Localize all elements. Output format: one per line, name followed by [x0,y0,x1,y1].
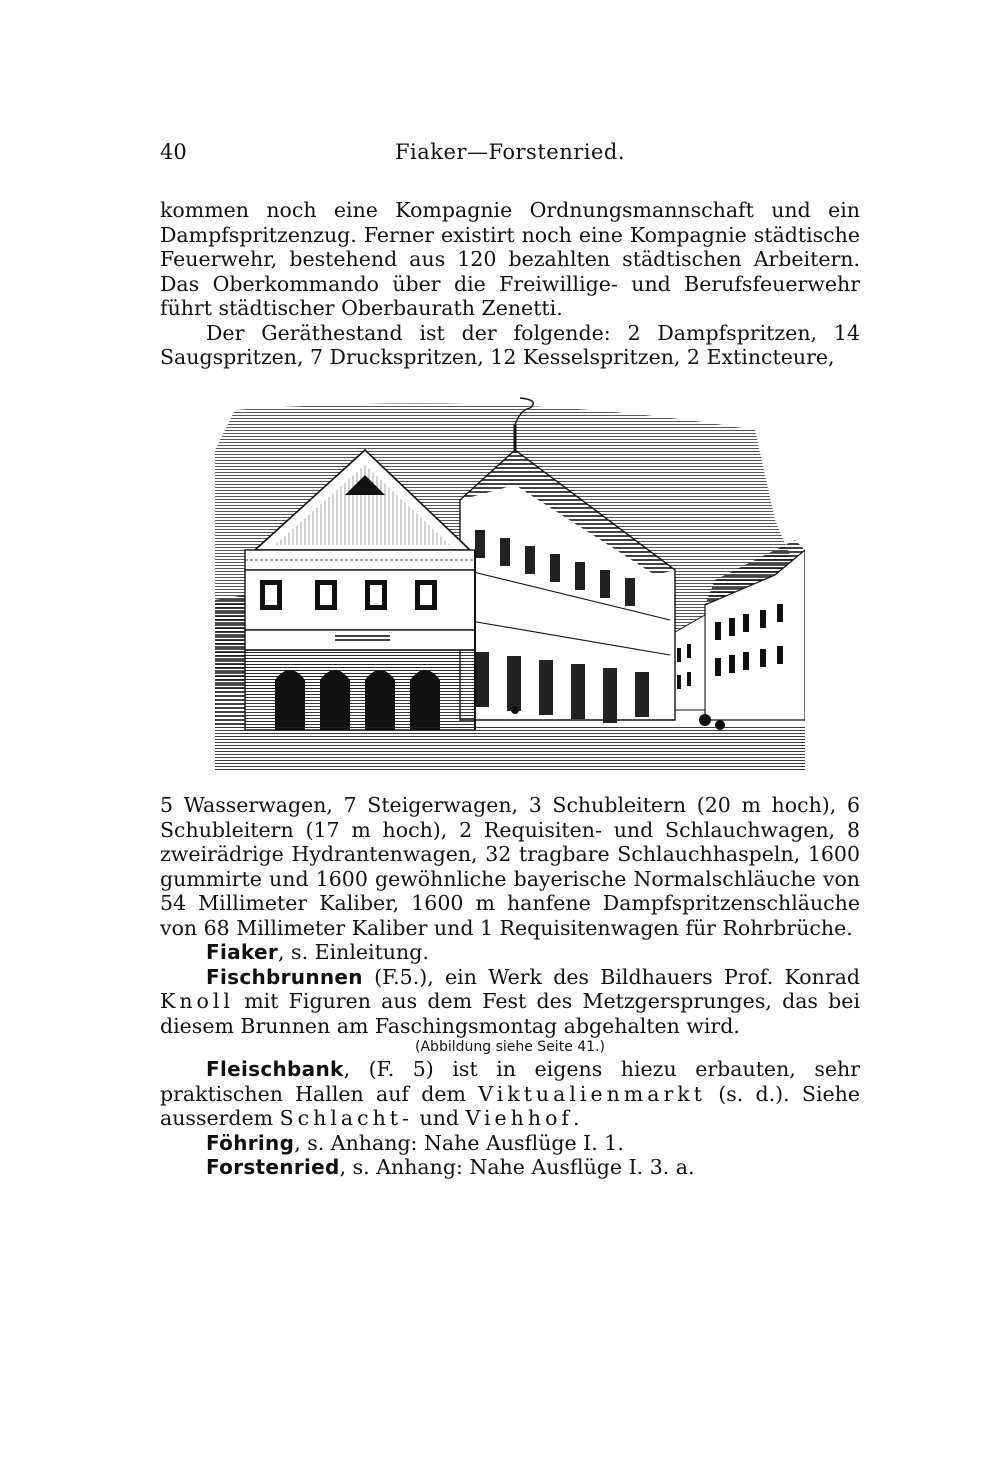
running-head [160,140,860,174]
cross-reference: Viehhof [465,1106,573,1130]
entry-fischbrunnen [160,965,860,1039]
illustration-reference: (Abbildung siehe Seite 41.) [415,1039,605,1055]
bottom-text-block [160,793,860,1180]
entry-fleischbank [160,1057,860,1131]
entry-text: , s. Anhang: Nahe Ausflüge I. 3. a. [339,1155,695,1179]
lemma: Fiaker [206,940,279,964]
running-title: Fiaker—Forstenried. [394,140,626,164]
paragraph-continuation: kommen noch eine Kompagnie Ordnungsmannschaft und ein Dampfspritzenzug. Ferner existirt noch eine Kompagnie städtische Feuerwehr, bestehend aus 120 bezahlten städtischen Arbeitern. Das Oberkommando über die Freiwillige- und Berufsfeuerwehr führt städtischer Oberbaurath Zenetti. [160,198,860,320]
entry-text: und [412,1106,466,1130]
lemma: Fischbrunnen [206,964,363,989]
entry-text: , (F. 5) ist in eigens hiezu erbauten, sehr praktischen Hallen auf dem [160,1057,860,1106]
cross-reference: Viktualienmarkt [478,1081,706,1106]
lemma: Föhring [206,1130,295,1155]
entry-foehring [160,1131,860,1156]
entry-text: (s. d.). Siehe ausserdem [160,1081,861,1130]
paragraph-equipment-continued: 5 Wasserwagen, 7 Steigerwagen, 3 Schubleitern (20 m hoch), 6 Schubleitern (17 m hoch), 2 Requisiten- und Schlauchwagen, 8 zweirädrige Hydrantenwagen, 32 tragbare Schlauchhaspeln, 1600 gummirte und 1600 gewöhnliche bayerische Normalschläuche von 54 Millimeter Kaliber, 1600 m hanfene Dampfspritzenschläuche von 68 Millimeter Kaliber und 1 Requisitenwagen für Rohrbrüche. [160,793,860,940]
entry-text: . [573,1106,580,1130]
cross-reference: Schlacht- [279,1106,413,1130]
left-building [215,595,245,725]
entry-text: mit Figuren aus dem Fest des Metzgersprunges, das bei diesem Brunnen am Faschingsmontag abgehalten wird. [160,989,860,1038]
entry-text: , s. Einleitung. [278,940,429,964]
entry-fiaker [160,940,860,965]
entry-text: , s. Anhang: Nahe Ausflüge I. 1. [294,1130,624,1155]
lemma: Forstenried [206,1155,340,1179]
building-illustration [215,390,805,780]
entry-forstenried [160,1155,860,1180]
top-text-block [160,198,860,370]
page-number: 40 [160,140,187,164]
lemma: Fleischbank [206,1057,344,1081]
paragraph-equipment: Der Geräthestand ist der folgende: 2 Dampfspritzen, 14 Saugspritzen, 7 Druckspritzen, 12 Kesselspritzen, 2 Extincteure, [160,320,860,369]
sculptor-name: Knoll [160,989,234,1013]
entry-text: (F.5.), ein Werk des Bildhauers Prof. Konrad [362,964,860,989]
